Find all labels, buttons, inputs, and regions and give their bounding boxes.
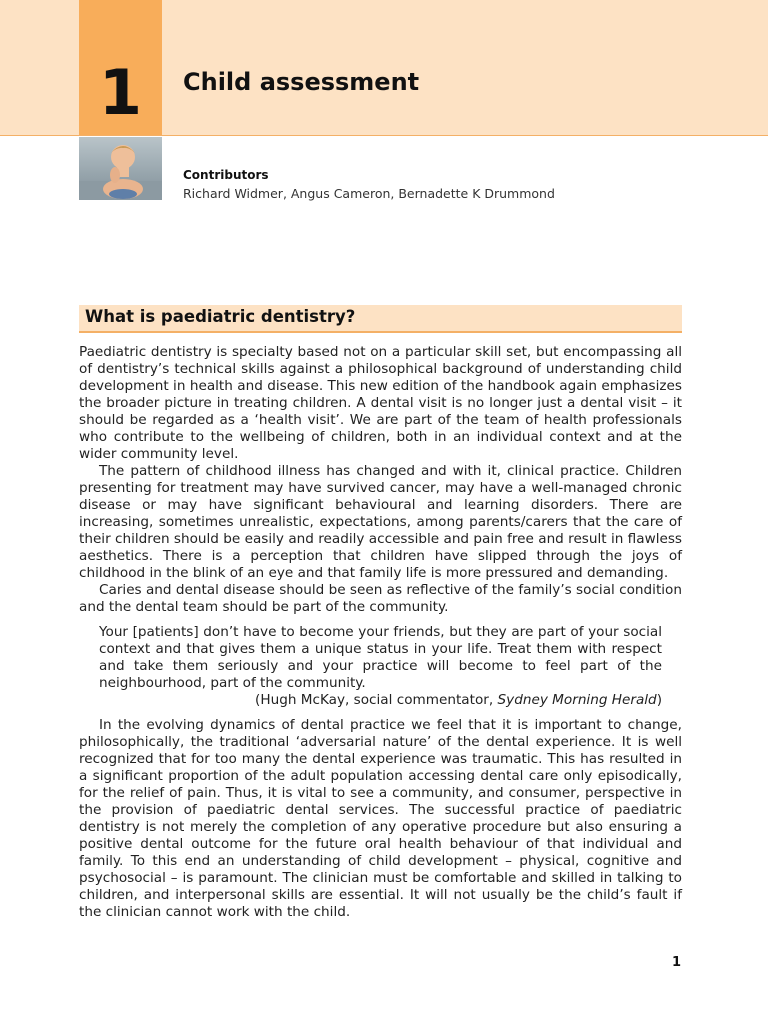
section-title: What is paediatric dentistry? [85,307,356,326]
section-heading-bar [79,305,682,333]
paragraph-1: Paediatric dentistry is specialty based not on a particular skill set, but encompassing all of dentistry’s technical skills against a philosophical background of understanding child development in health and disease. This new edition of the handbook again emphasizes the broader picture in treating children. A dental visit is no longer just a dental visit – it should be regarded as a ‘health visit’. We are part of the team of health professionals who contribute to the wellbeing of children, both in an individual context and at the wider community level. [79,344,682,462]
quote-attribution-source: Sydney Morning Herald [497,692,657,708]
chapter-title: Child assessment [183,68,420,96]
paragraph-3: Caries and dental disease should be seen as reflective of the family’s social condition and the dental team should be part of the community. [79,582,682,615]
chapter-photo-child [79,137,162,200]
paragraph-4: In the evolving dynamics of dental practice we feel that it is important to change, philosophically, the traditional ‘adversarial nature’ of the dental experience. It is well recognized that for too many the dental experience was traumatic. This has resulted in a significant proportion of the adult population accessing dental care only episodically, for the relief of pain. Thus, it is vital to see a community, and consumer, perspective in the provision of paediatric dental services. The successful practice of paediatric dentistry is not merely the completion of any operative procedure but also ensuring a positive dental outcome for the future oral health behaviour of that individual and family. To this end an understanding of child development – physical, cognitive and psychosocial – is paramount. The clinician must be comfortable and skilled in talking to children, and interpersonal skills are essential. It will not usually be the child’s fault if the clinician cannot work with the child. [79,717,682,920]
page-number: 1 [671,955,681,970]
paragraph-2: The pattern of childhood illness has changed and with it, clinical practice. Children presenting for treatment may have survived cancer, may have a well-managed chronic disease or may have significant behavioural and learning disorders. There are increasing, sometimes unrealistic, expectations, among parents/carers that the care of their children should be easily and readily accessible and pain free and result in flawless aesthetics. There is a perception that children have slipped through the joys of childhood in the blink of an eye and that family life is more pressured and demanding. [79,463,682,581]
contributors-heading: Contributors [183,168,269,182]
child-photo-illustration [79,137,162,200]
chapter-number: 1 [98,56,143,129]
chapter-number-box [79,0,162,135]
quote-attribution-suffix: ) [656,692,662,708]
quote-attribution-prefix: (Hugh McKay, social commentator, [255,692,498,708]
quote-text: Your [patients] don’t have to become your friends, but they are part of your social context and that gives them a unique status in your life. Treat them with respect and take them seriously and your practice will become to feel part of the neighbourhood, part of the community. [99,624,662,691]
block-quote [99,624,662,709]
contributors-names: Richard Widmer, Angus Cameron, Bernadette K Drummond [183,186,555,201]
quote-attribution [99,692,662,709]
body-text [79,344,682,921]
